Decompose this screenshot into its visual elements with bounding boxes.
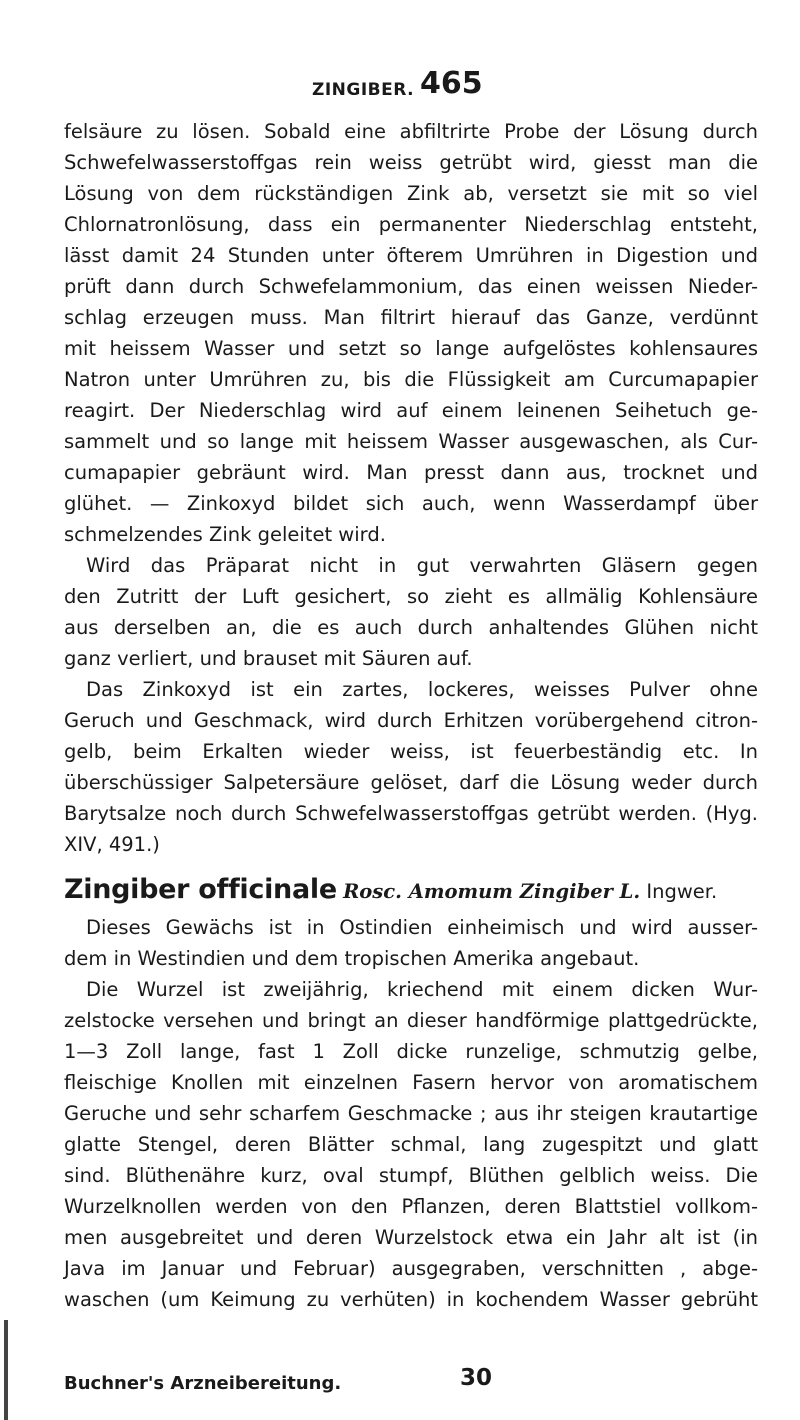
text-line: waschen (um Keimung zu verhüten) in kochendem Wasser gebrüht — [64, 1288, 758, 1311]
text-line: cumapapier gebräunt wird. Man presst dann aus, trocknet und — [64, 461, 758, 484]
page-footer — [64, 1365, 724, 1394]
text-line: Das Zinkoxyd ist ein zartes, lockeres, weisses Pulver ohne — [86, 678, 758, 701]
text-line: glühet. — Zinkoxyd bildet sich auch, wenn Wasserdampf über — [64, 492, 758, 515]
page-header — [300, 66, 800, 106]
text-line: schlag erzeugen muss. Man filtrirt hierauf das Ganze, verdünnt — [64, 306, 758, 329]
paragraph-3 — [64, 674, 758, 860]
text-line: Geruche und sehr scharfem Geschmacke ; aus ihr steigen krautartige — [64, 1102, 758, 1125]
text-line: Wird das Präparat nicht in gut verwahrten Gläsern gegen — [86, 554, 758, 577]
text-line: aus derselben an, die es auch durch anhaltendes Glühen nicht — [64, 616, 758, 639]
text-line: men ausgebreitet und deren Wurzelstock etwa ein Jahr alt ist (in — [64, 1226, 758, 1249]
paragraph-2 — [64, 550, 758, 674]
text-line: sind. Blüthenähre kurz, oval stumpf, Blüthen gelblich weiss. Die — [64, 1164, 758, 1187]
text-line: reagirt. Der Niederschlag wird auf einem leinenen Seihetuch ge- — [64, 399, 758, 422]
text-line: sammelt und so lange mit heissem Wasser ausgewaschen, als Cur- — [64, 430, 758, 453]
paragraph-4 — [64, 912, 758, 974]
entry-heading — [64, 868, 758, 912]
text-line: Geruch und Geschmack, wird durch Erhitzen vorübergehend citron- — [64, 709, 758, 732]
paragraph-5 — [64, 974, 758, 1315]
text-line: glatte Stengel, deren Blätter schmal, lang zugespitzt und glatt — [64, 1133, 758, 1156]
text-line: Dieses Gewächs ist in Ostindien einheimisch und wird ausser- — [86, 916, 758, 939]
text-line: schmelzendes Zink geleitet wird. — [64, 523, 386, 546]
text-line: mit heissem Wasser und setzt so lange aufgelöstes kohlensaures — [64, 337, 758, 360]
binding-edge-divider — [4, 1320, 8, 1420]
running-head: ZINGIBER. — [312, 80, 415, 100]
entry-name: Zingiber officinale — [64, 874, 337, 905]
text-line: prüft dann durch Schwefelammonium, das einen weissen Nieder- — [64, 275, 758, 298]
text-line: überschüssiger Salpetersäure gelöset, darf die Lösung weder durch — [64, 771, 758, 794]
text-line: Wurzelknollen werden von den Pflanzen, deren Blattstiel vollkom- — [64, 1195, 758, 1218]
text-line: Schwefelwasserstoffgas rein weiss getrübt wird, giesst man die — [64, 151, 758, 174]
text-line: dem in Westindien und dem tropischen Amerika angebaut. — [64, 947, 640, 970]
text-line: Natron unter Umrühren zu, bis die Flüssigkeit am Curcumapapier — [64, 368, 758, 391]
text-line: zelstocke versehen und bringt an dieser handförmige plattgedrückte, — [64, 1009, 758, 1032]
text-line: ganz verliert, und brauset mit Säuren auf. — [64, 647, 473, 670]
text-line: lässt damit 24 Stunden unter öfterem Umrühren in Digestion und — [64, 244, 758, 267]
text-line: Lösung von dem rückständigen Zink ab, versetzt sie mit so viel — [64, 182, 758, 205]
text-line: Java im Januar und Februar) ausgegraben, verschnitten , abge- — [64, 1257, 758, 1280]
text-line: 1—3 Zoll lange, fast 1 Zoll dicke runzelige, schmutzig gelbe, — [64, 1040, 758, 1063]
entry-authority: Rosc. Amomum Zingiber L. — [343, 880, 641, 903]
printer-signature: Buchner's Arzneibereitung. — [64, 1373, 342, 1394]
entry-common-name: Ingwer. — [646, 880, 718, 903]
text-line: felsäure zu lösen. Sobald eine abfiltrirte Probe der Lösung durch — [64, 120, 758, 143]
text-line: XIV, 491.) — [64, 833, 160, 856]
text-line: gelb, beim Erkalten wieder weiss, ist feuerbeständig etc. In — [64, 740, 758, 763]
text-line: fleischige Knollen mit einzelnen Fasern hervor von aromatischem — [64, 1071, 758, 1094]
sheet-number: 30 — [460, 1365, 493, 1391]
text-line: Barytsalze noch durch Schwefelwasserstoffgas getrübt werden. (Hyg. — [64, 802, 758, 825]
text-line: Die Wurzel ist zweijährig, kriechend mit einem dicken Wur- — [86, 978, 758, 1001]
text-line: Chlornatronlösung, dass ein permanenter Niederschlag entsteht, — [64, 213, 758, 236]
page-number: 465 — [420, 66, 483, 101]
paragraph-1 — [64, 116, 758, 550]
text-line: den Zutritt der Luft gesichert, so zieht es allmälig Kohlensäure — [64, 585, 758, 608]
body-text — [64, 116, 758, 1315]
